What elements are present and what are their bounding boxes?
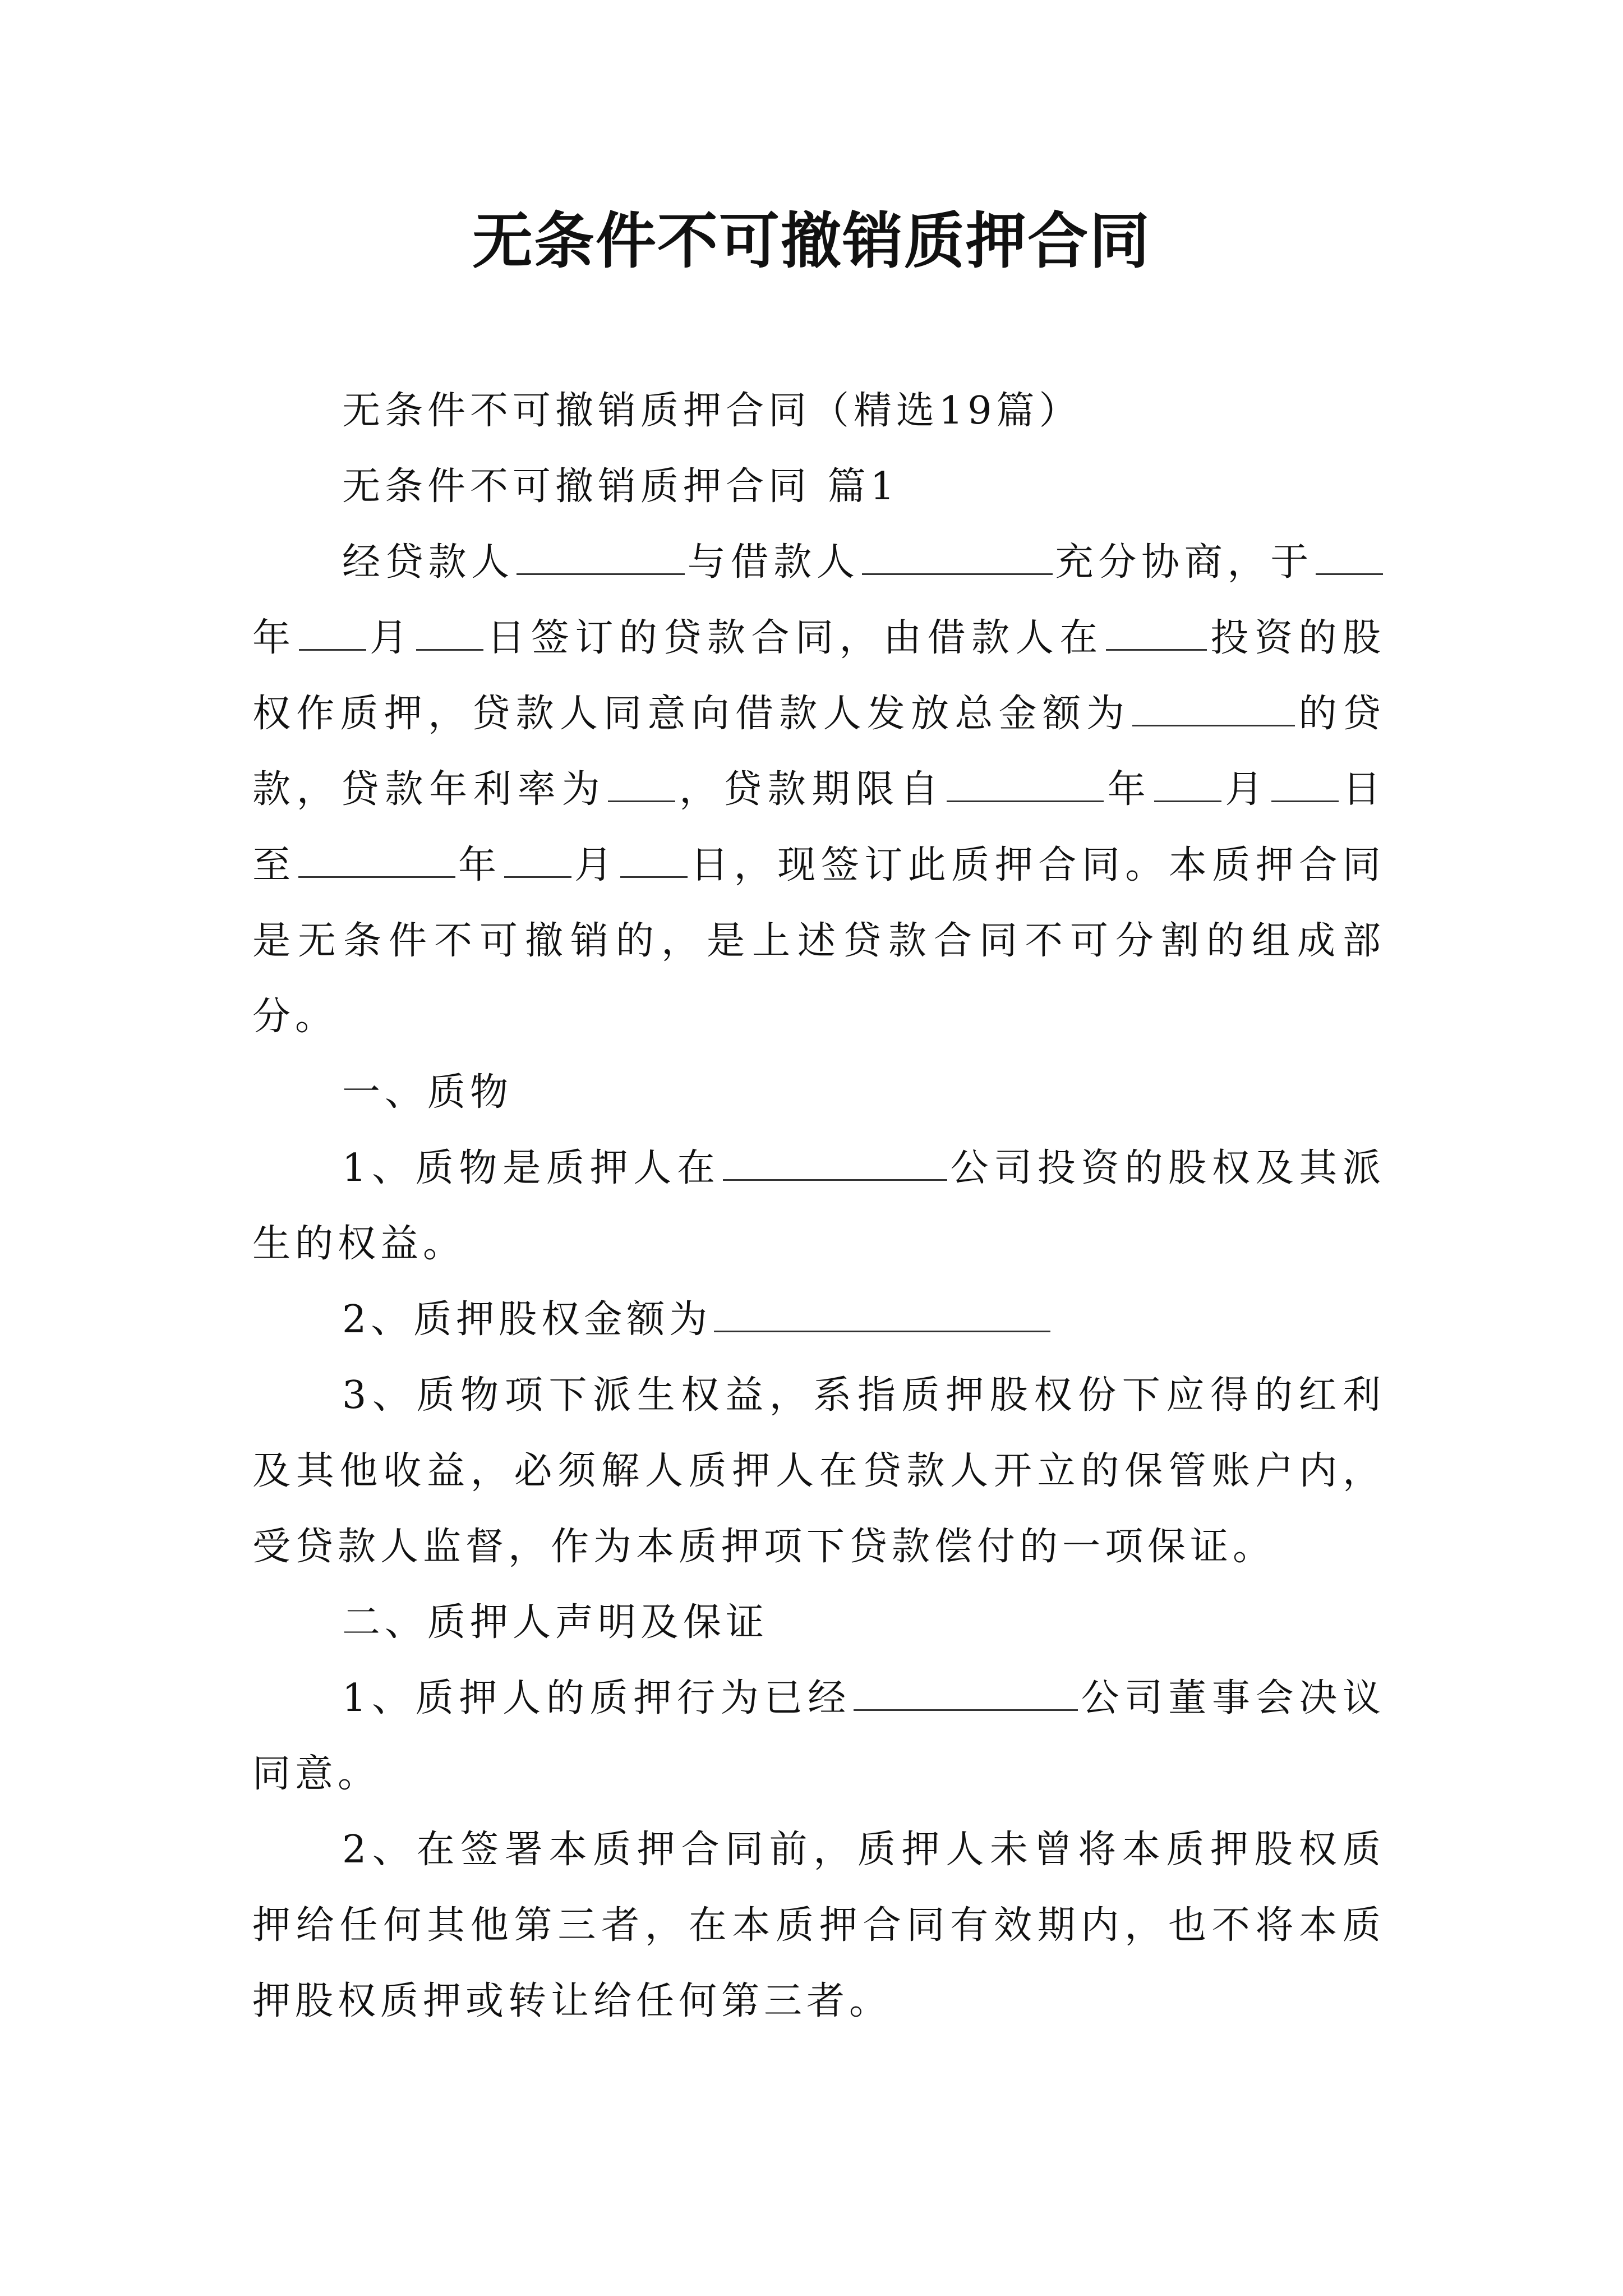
end-month-blank [504, 842, 571, 878]
interest-rate-blank [608, 766, 675, 802]
start-day-blank [1271, 766, 1339, 802]
company-name-blank [723, 1145, 947, 1181]
start-month-blank [1154, 766, 1221, 802]
borrower-name-blank [862, 539, 1053, 575]
clause-2-2: 2、在签署本质押合同前，质押人未曾将本质押股权质押给任何其他第三者，在本质押合同有效期内，也不将本质押股权质押或转让给任何第三者。 [252, 1828, 1385, 2023]
investment-location-blank [1106, 615, 1207, 651]
clause-2-1: 1、质押人的质押行为已经 公司董事会决议同意。 [252, 1660, 1385, 1812]
clause-1-1: 1、质物是质押人在 公司投资的股权及其派生的权益。 [252, 1130, 1385, 1282]
section-heading: 无条件不可撤销质押合同 篇1 [342, 464, 899, 509]
end-year-blank [298, 842, 455, 878]
loan-amount-blank [1132, 691, 1295, 726]
intro-paragraph: 经贷款人 与借款人 充分协商，于年 月 日签订的贷款合同，由借款人在 投资的股权作质押，贷款人同意向借款人发放总金额为 的贷款，贷款年利率为 ，贷款期限自 年 月 日至 年 月 日，现签订此质押合同。本质押合同是无条件不可撤销的，是上述贷款合同不可分割的组成部分。 [252, 524, 1385, 1055]
board-company-blank [854, 1675, 1078, 1711]
lender-name-blank [517, 539, 685, 575]
equity-amount-blank [714, 1296, 1050, 1332]
clause-1-3: 3、质物项下派生权益，系指质押股权份下应得的红利及其他收益，必须解人质押人在贷款人开立的保管账户内，受贷款人监督，作为本质押项下贷款偿付的一项保证。 [252, 1373, 1385, 1569]
sign-month-blank [299, 615, 366, 651]
heading-collateral: 一、质物 [342, 1070, 513, 1115]
start-year-blank [947, 766, 1104, 802]
sign-day-blank [416, 615, 483, 651]
document-body [252, 373, 1385, 2039]
heading-pledgor-statement: 二、质押人声明及保证 [342, 1600, 769, 1645]
clause-1-2: 2、质押股权金额为 [252, 1282, 1385, 1358]
sign-year-blank [1316, 539, 1383, 575]
end-day-blank [620, 842, 688, 878]
document-title: 无条件不可撤销质押合同 [472, 206, 1151, 277]
subtitle-line: 无条件不可撤销质押合同（精选19篇） [342, 389, 1082, 433]
